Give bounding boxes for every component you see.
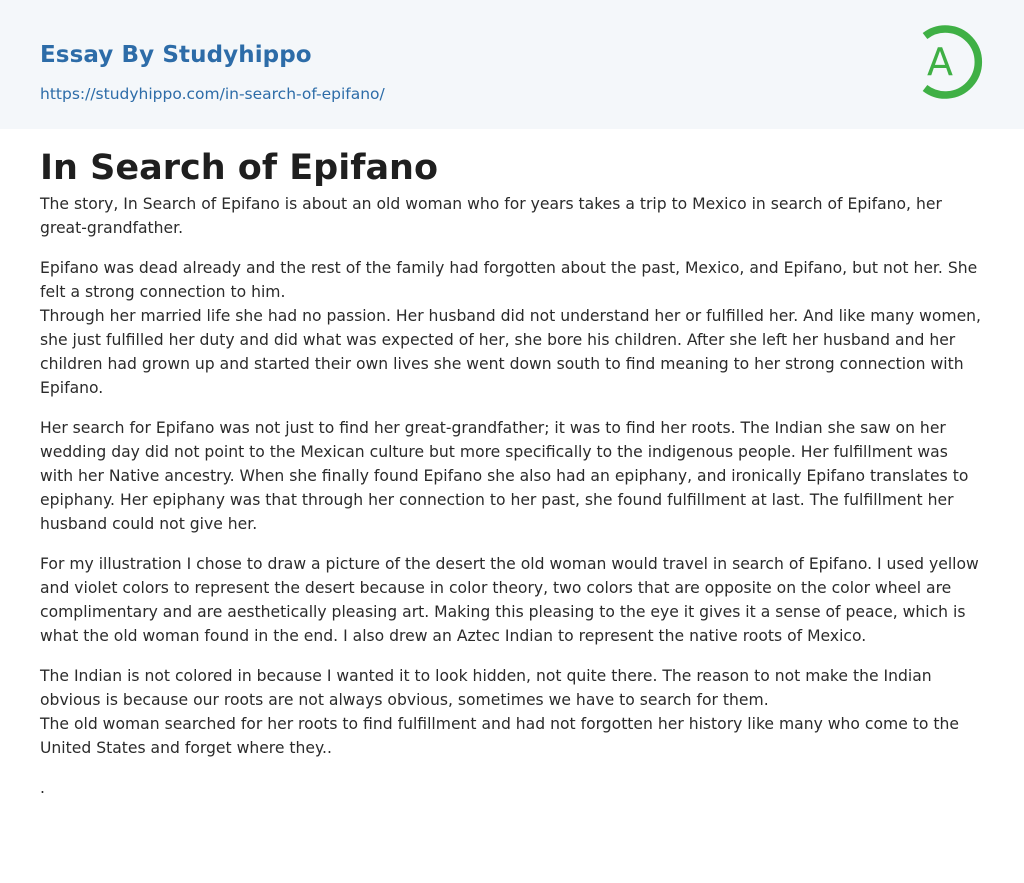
paragraph-5 [40, 664, 984, 760]
trailing-dot: . [40, 779, 45, 797]
paragraph-3: Her search for Epifano was not just to find her great-grandfather; it was to find her roots. The Indian she saw on her wedding day did not point to the Mexican culture but more specifically to the indigenous people. Her fulfillment was with her Native ancestry. When she finally found Epifano she also had an epiphany, and ironically Epifano translates to epiphany. Her epiphany was that through her connection to her past, she found fulfillment at last. The fulfillment her husband could not give her. [40, 419, 969, 533]
paragraph-2-line-1: Epifano was dead already and the rest of the family had forgotten about the past, Mexico, and Epifano, but not her. She felt a strong connection to him. [40, 259, 978, 301]
paragraph-2-line-2: Through her married life she had no passion. Her husband did not understand her or fulfilled her. And like many women, she just fulfilled her duty and did what was expected of her, she bore his children. After she left her husband and her children had grown up and started their own lives she went down south to find meaning to her strong connection with Epifano. [40, 307, 982, 397]
essay-url-link[interactable]: https://studyhippo.com/in-search-of-epifano/ [40, 85, 385, 103]
studyhippo-logo-icon[interactable] [912, 19, 986, 105]
brand-title: Essay By Studyhippo [40, 42, 312, 68]
essay-body [40, 146, 984, 816]
paragraph-5-line-2: The old woman searched for her roots to find fulfillment and had not forgotten her history like many who come to the United States and forget where they.. [40, 715, 959, 757]
paragraph-4: For my illustration I chose to draw a picture of the desert the old woman would travel in search of Epifano. I used yellow and violet colors to represent the desert because in color theory, two colors that are opposite on the color wheel are complimentary and are aesthetically pleasing art. Making this pleasing to the eye it gives it a sense of peace, which is what the old woman found in the end. I also drew an Aztec Indian to represent the native roots of Mexico. [40, 555, 979, 645]
essay-title: In Search of Epifano [40, 148, 439, 188]
paragraph-2 [40, 256, 984, 400]
paragraph-5-line-1: The Indian is not colored in because I wanted it to look hidden, not quite there. The reason to not make the Indian obvious is because our roots are not always obvious, sometimes we have to search for them. [40, 667, 932, 709]
paragraph-1: The story, In Search of Epifano is about an old woman who for years takes a trip to Mexico in search of Epifano, her great-grandfather. [40, 195, 942, 237]
logo-letter: A [927, 40, 953, 84]
site-header [0, 0, 1024, 129]
